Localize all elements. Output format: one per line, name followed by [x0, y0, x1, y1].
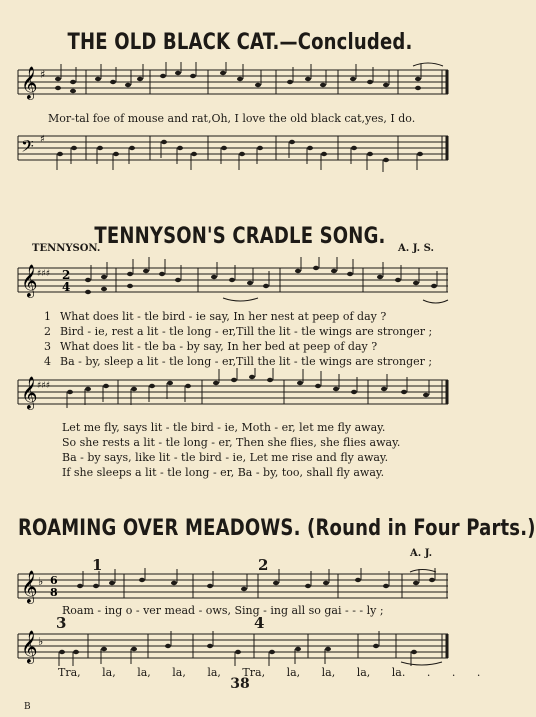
lyric-line-roaming-1: Roam - ing o - ver mead - ows, Sing - ing all so gai - - - ly ; — [62, 604, 384, 617]
svg-text:♭: ♭ — [38, 635, 44, 648]
verse-1-line-a — [44, 310, 454, 323]
svg-text:𝄞: 𝄞 — [21, 630, 38, 663]
song-title-old-black-cat: THE OLD BLACK CAT.—Concluded. — [67, 30, 413, 55]
staff-cradle-song-line1 — [18, 256, 450, 306]
verse-number: 3 — [44, 340, 51, 353]
verse-4-line-a — [44, 355, 454, 368]
composer-credit: A. J. S. — [398, 243, 434, 254]
round-part-number: 3 — [56, 614, 67, 632]
svg-text:♯♯♯: ♯♯♯ — [37, 269, 51, 279]
song-title-roaming-over-meadows: ROAMING OVER MEADOWS. (Round in Four Parts.) — [18, 516, 536, 541]
round-part-number: 4 — [254, 614, 265, 632]
verse-number: 4 — [44, 355, 51, 368]
verse-number: 2 — [44, 325, 51, 338]
page-number: 38 — [230, 676, 250, 692]
composer-credit-roaming: A. J. — [410, 548, 433, 559]
svg-text:♯: ♯ — [40, 134, 45, 145]
verse-2-line-b: So she rests a lit - tle long - er, Then she flies, she flies away. — [62, 436, 401, 449]
svg-text:𝄞: 𝄞 — [21, 376, 38, 409]
signature-mark: B — [24, 702, 31, 712]
svg-text:6: 6 — [50, 574, 58, 587]
verse-text: Ba - by, sleep a lit - tle long - er,Till the lit - tle wings are stronger ; — [60, 355, 433, 368]
svg-text:𝄢: 𝄢 — [21, 136, 34, 160]
lyric-line-old-black-cat: Mor-tal foe of mouse and rat,Oh, I love the old black cat,yes, I do. — [48, 112, 416, 125]
svg-text:♯: ♯ — [40, 68, 46, 81]
svg-text:4: 4 — [62, 280, 71, 294]
svg-text:8: 8 — [50, 586, 58, 599]
verse-2-line-a — [44, 325, 454, 338]
svg-text:𝄞: 𝄞 — [21, 66, 38, 99]
song-title-tennysons-cradle-song: TENNYSON'S CRADLE SONG. — [94, 224, 386, 249]
verse-text: Bird - ie, rest a lit - tle long - er,Till the lit - tle wings are stronger ; — [60, 325, 433, 338]
staff-cradle-song-line2 — [18, 368, 450, 418]
verse-4-line-b: If she sleeps a lit - tle long - er, Ba - by, too, shall fly away. — [62, 466, 385, 479]
round-part-number: 1 — [92, 556, 103, 574]
svg-text:𝄞: 𝄞 — [21, 264, 38, 297]
svg-text:♯♯♯: ♯♯♯ — [37, 381, 51, 391]
svg-text:2: 2 — [62, 268, 71, 282]
verse-number: 1 — [44, 310, 51, 323]
verse-text: What does lit - tle bird - ie say, In her nest at peep of day ? — [60, 310, 387, 323]
verse-3-line-a — [44, 340, 454, 353]
svg-text:♭: ♭ — [38, 575, 44, 588]
verse-text: What does lit - tle ba - by say, In her bed at peep of day ? — [60, 340, 378, 353]
staff-old-black-cat-bass — [18, 128, 450, 174]
staff-old-black-cat-treble — [18, 62, 450, 108]
svg-text:𝄞: 𝄞 — [21, 570, 38, 603]
staff-roaming-line1 — [18, 568, 450, 606]
verse-3-line-b: Ba - by says, like lit - tle bird - ie, Let me rise and fly away. — [62, 451, 389, 464]
staff-roaming-line2 — [18, 628, 450, 668]
round-part-number: 2 — [258, 556, 269, 574]
verse-1-line-b: Let me fly, says lit - tle bird - ie, Moth - er, let me fly away. — [62, 421, 386, 434]
lyric-line-roaming-2: Tra, la, la, la, la, Tra, la, la, la, la. . . . — [58, 666, 481, 679]
lyricist-credit: TENNYSON. — [32, 243, 101, 254]
